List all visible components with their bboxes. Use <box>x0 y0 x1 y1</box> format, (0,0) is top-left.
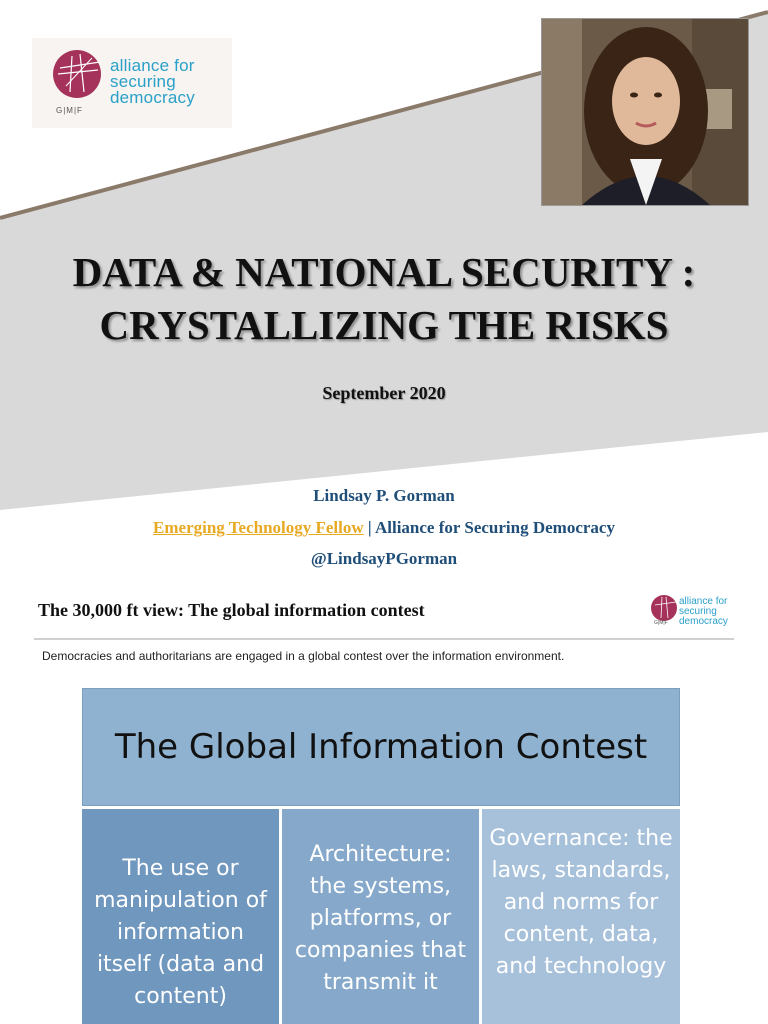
speaker-portrait-image <box>542 19 748 205</box>
presentation-title <box>0 246 768 352</box>
column-governance-text: Governance: the laws, standards, and norms for content, data, and technology <box>489 826 673 979</box>
header-divider <box>34 638 734 640</box>
title-line-1: DATA & NATIONAL SECURITY : <box>72 249 696 295</box>
contest-slide <box>0 580 768 1024</box>
author-handle: @LindsayPGorman <box>310 549 458 568</box>
column-architecture <box>282 809 479 1024</box>
column-architecture-text: Architecture: the systems, platforms, or companies that transmit it <box>294 842 467 995</box>
logo-small-wordmark: alliance for securing democracy <box>679 596 728 627</box>
slide-subtitle: Democracies and authoritarians are engaged in a global contest over the information environment. <box>42 649 565 663</box>
asd-logo-small <box>648 592 738 632</box>
column-information-text: The use or manipulation of information itself (data and content) <box>94 856 267 1009</box>
author-name: Lindsay P. Gorman <box>313 486 455 505</box>
slide-title: The 30,000 ft view: The global information contest <box>38 600 425 620</box>
asd-logo-mark-icon <box>50 48 104 104</box>
speaker-photo <box>541 18 749 206</box>
asd-logo <box>32 38 232 128</box>
column-governance <box>482 809 680 1024</box>
column-information <box>82 809 279 1024</box>
fellowship-link[interactable]: Emerging Technology Fellow <box>153 518 364 537</box>
role-separator: | <box>363 518 375 537</box>
logo-small-gmf-label: G|M|F <box>654 620 668 626</box>
presentation-date: September 2020 <box>322 383 446 403</box>
organization-name: Alliance for Securing Democracy <box>374 518 615 537</box>
author-role-line <box>0 518 768 538</box>
logo-gmf-label: G|M|F <box>56 106 83 115</box>
contest-heading-box: The Global Information Contest <box>82 688 680 806</box>
logo-wordmark: alliance for securing democracy <box>110 56 195 107</box>
title-line-2: CRYSTALLIZING THE RISKS <box>99 302 669 348</box>
